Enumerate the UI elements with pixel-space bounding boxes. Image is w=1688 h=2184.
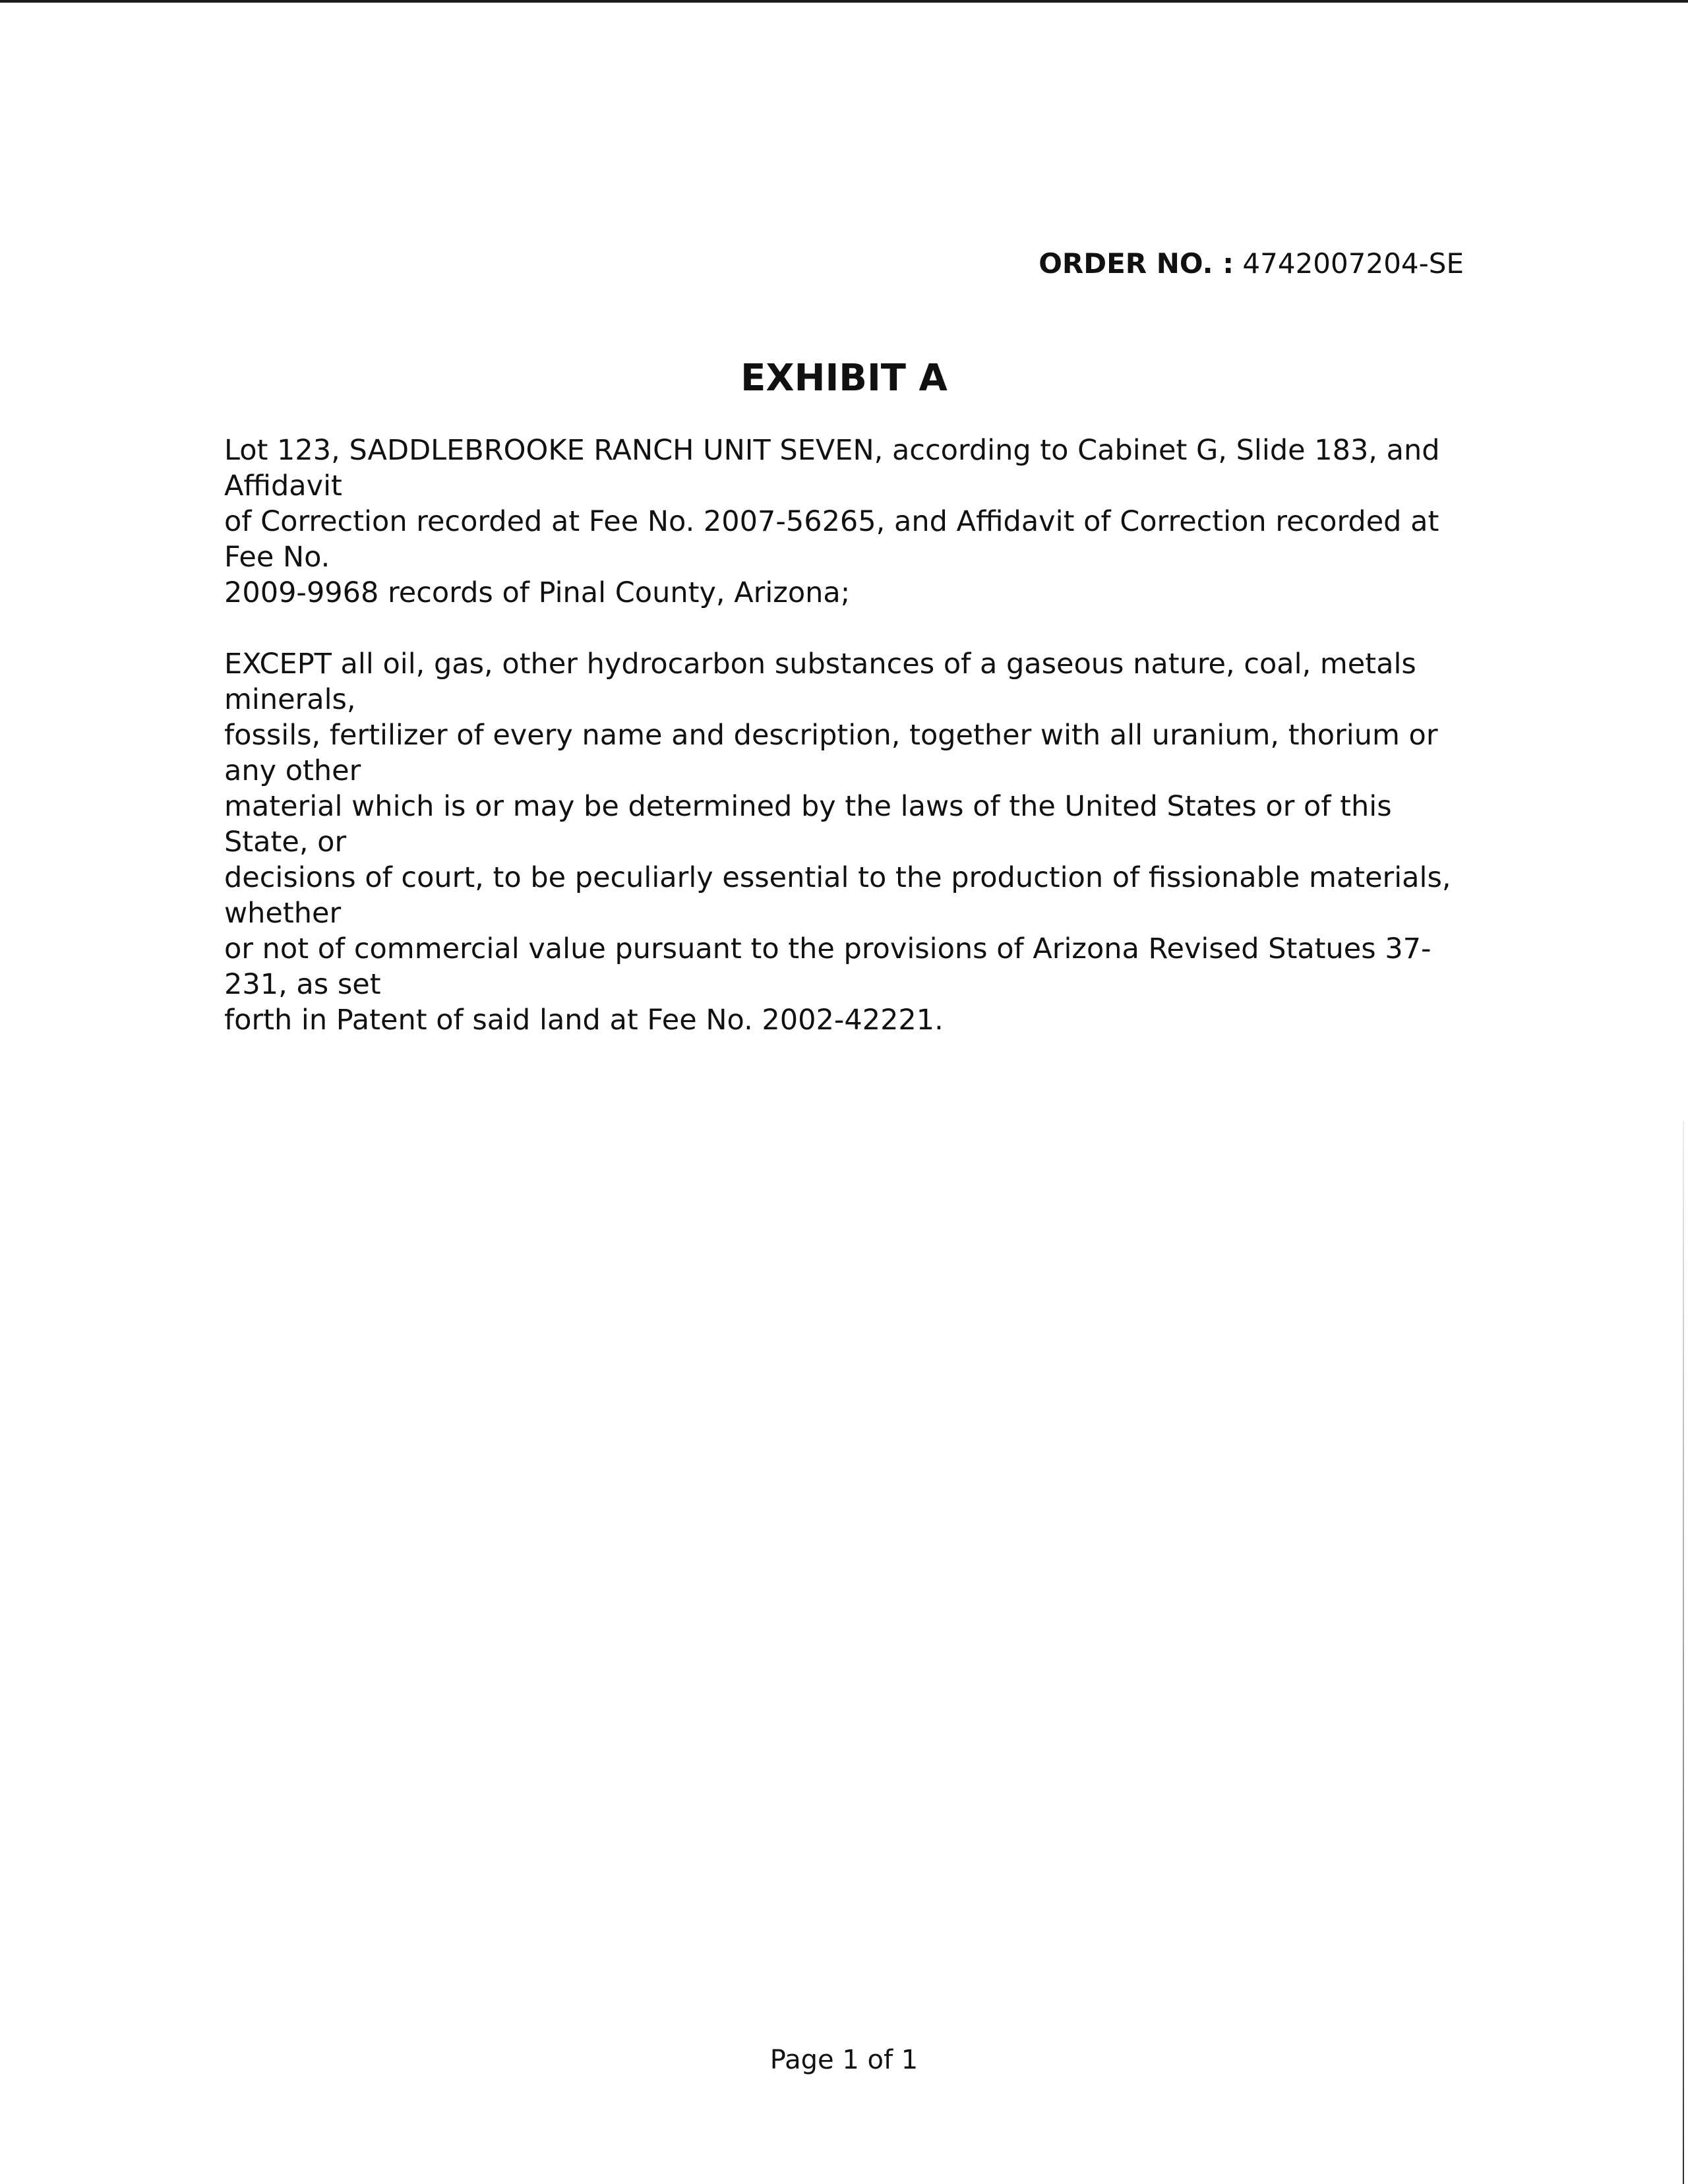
lot-description-paragraph: Lot 123, SADDLEBROOKE RANCH UNIT SEVEN, according to Cabinet G, Slide 183, and Affidavit of Correction recorded at Fee No. 2007-56265, and Affidavit of Correction recorded at Fee No. 2009-9968 records of Pinal County, Arizona; [224,434,1440,609]
page-title: EXHIBIT A [740,357,948,400]
mineral-exception-paragraph: EXCEPT all oil, gas, other hydrocarbon substances of a gaseous nature, coal, metals minerals, fossils, fertilizer of every name and description, together with all uranium, thorium or any other material which is or may be determined by the laws of the United States or of this State, or decisions of court, to be peculiarly essential to the production of fissionable materials, whether or not of commercial value pursuant to the provisions of Arizona Revised Statues 37-231, as set forth in Patent of said land at Fee No. 2002-42221. [224,648,1451,1037]
legal-description [224,433,1477,1074]
scan-right-edge [1683,1121,1684,2184]
page-number: Page 1 of 1 [769,2045,919,2075]
order-number [1039,245,1464,282]
order-number-label: ORDER NO. : [1039,247,1234,280]
order-number-value: 4742007204-SE [1242,247,1464,280]
scan-top-edge [0,0,1688,3]
